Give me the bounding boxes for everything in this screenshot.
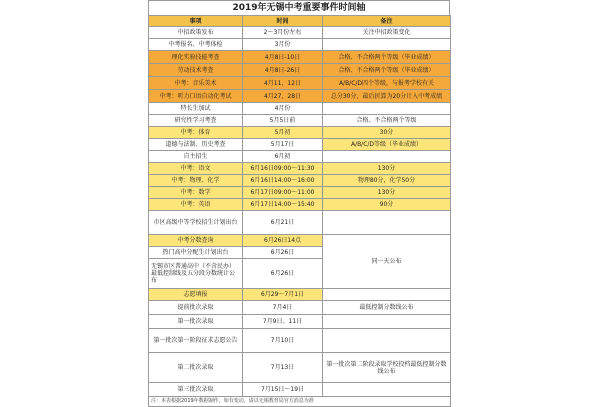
header-event: 事项 (149, 16, 243, 27)
note-cell: 合格、不合格两个等级 (323, 115, 451, 127)
event-cell: 第一批次录取 (149, 315, 243, 329)
note-cell: A/B/C/D四个等级，与报考学校有关 (323, 77, 451, 90)
note-cell: 物理80分，化学50分 (323, 175, 451, 187)
time-cell: 7月10日 (243, 329, 323, 353)
event-cell: 理化实验技能考查 (149, 51, 243, 64)
timeline-sheet (148, 0, 450, 404)
time-cell: 6月26日 (243, 247, 323, 259)
event-cell: 市区高级中等学校招生计划出台 (149, 211, 243, 235)
event-cell: 中考：体育 (149, 127, 243, 139)
time-cell: 2～3月份左右 (243, 27, 323, 39)
event-cell: 劳动技术考查 (149, 64, 243, 77)
time-cell: 4月8日-10日 (243, 51, 323, 64)
header-time: 时间 (243, 16, 323, 27)
note-cell (323, 383, 451, 397)
note-cell: A/B/C/D等级（毕业成绩） (323, 139, 451, 151)
note-cell: 30分 (323, 127, 451, 139)
time-cell: 3月份 (243, 39, 323, 51)
event-cell: 中考分数查询 (149, 235, 243, 247)
event-cell: 第二批次录取 (149, 353, 243, 383)
event-cell: 提前批次录取 (149, 301, 243, 315)
time-cell: 6月17日09:00～11:00 (243, 187, 323, 199)
event-cell: 中考：英语 (149, 199, 243, 211)
time-cell: 4月27、28日 (243, 90, 323, 103)
time-cell: 7月4日 (243, 301, 323, 315)
event-cell: 热门高中分配生计划出台 (149, 247, 243, 259)
time-cell: 6月16日09:00～11:30 (243, 163, 323, 175)
time-cell: 6月26日14点 (243, 235, 323, 247)
note-cell-merged: 同一天公布 (323, 235, 451, 289)
time-cell: 4月8日-26日 (243, 64, 323, 77)
note-cell (323, 211, 451, 235)
event-cell: 自主招生 (149, 151, 243, 163)
timeline-table (148, 15, 451, 407)
event-cell: 第三批次录取 (149, 383, 243, 397)
event-cell: 中招政策发布 (149, 27, 243, 39)
time-cell: 5月5日前 (243, 115, 323, 127)
time-cell: 7月13日 (243, 353, 323, 383)
time-cell: 5月初 (243, 127, 323, 139)
event-cell: 第一批次第一阶段征求志愿公告 (149, 329, 243, 353)
note-cell: 130分 (323, 187, 451, 199)
event-cell: 特长生加试 (149, 103, 243, 115)
event-cell: 中考：音乐美术 (149, 77, 243, 90)
note-cell: 第一批次第二阶段录取学校投档最低控制分数线公布 (323, 353, 451, 383)
time-cell: 4月份 (243, 103, 323, 115)
event-cell: 中考：数学 (149, 187, 243, 199)
event-cell: 中考：听力口语自动化考试 (149, 90, 243, 103)
note-cell (323, 289, 451, 301)
time-cell: 4月11、12日 (243, 77, 323, 90)
event-cell: 研究性学习考查 (149, 115, 243, 127)
note-cell (323, 329, 451, 353)
note-cell: 关注中招政策变化 (323, 27, 451, 39)
note-cell: 总分30分，最后折算为20分计入中考成绩 (323, 90, 451, 103)
note-cell (323, 103, 451, 115)
sheet-title: 2019年无锡中考重要事件时间轴 (148, 0, 450, 15)
event-cell: 中考报名、中考体检 (149, 39, 243, 51)
note-cell: 合格、不合格两个等级（毕业成绩） (323, 51, 451, 64)
note-cell (323, 151, 451, 163)
time-cell: 6月17日14:00～15:40 (243, 199, 323, 211)
footer-note: 注：本表根据2019年数据制作，如有变动，请以无锡教育局官方消息为准 (149, 397, 451, 407)
time-cell: 6月26日 (243, 259, 323, 289)
note-cell: 90分 (323, 199, 451, 211)
event-cell: 道德与法制、历史考查 (149, 139, 243, 151)
header-note: 备注 (323, 16, 451, 27)
time-cell: 6月29～7月1日 (243, 289, 323, 301)
event-cell: 志愿填报 (149, 289, 243, 301)
note-cell: 最低控制分数线公布 (323, 301, 451, 315)
time-cell: 6月21日 (243, 211, 323, 235)
event-cell: 中考：语文 (149, 163, 243, 175)
time-cell: 5月17日 (243, 139, 323, 151)
note-cell: 合格、不合格两个等级（毕业成绩） (323, 64, 451, 77)
time-cell: 6月初 (243, 151, 323, 163)
event-cell: 中考：物理、化学 (149, 175, 243, 187)
note-cell: 130分 (323, 163, 451, 175)
time-cell: 7月9日、11日 (243, 315, 323, 329)
note-cell (323, 39, 451, 51)
time-cell: 7月15日～19日 (243, 383, 323, 397)
time-cell: 6月16日14:00～16:00 (243, 175, 323, 187)
note-cell (323, 315, 451, 329)
event-cell: 无锡市区普通高中（不含民办）最低控制线及五分段分数统计公布 (149, 259, 243, 289)
